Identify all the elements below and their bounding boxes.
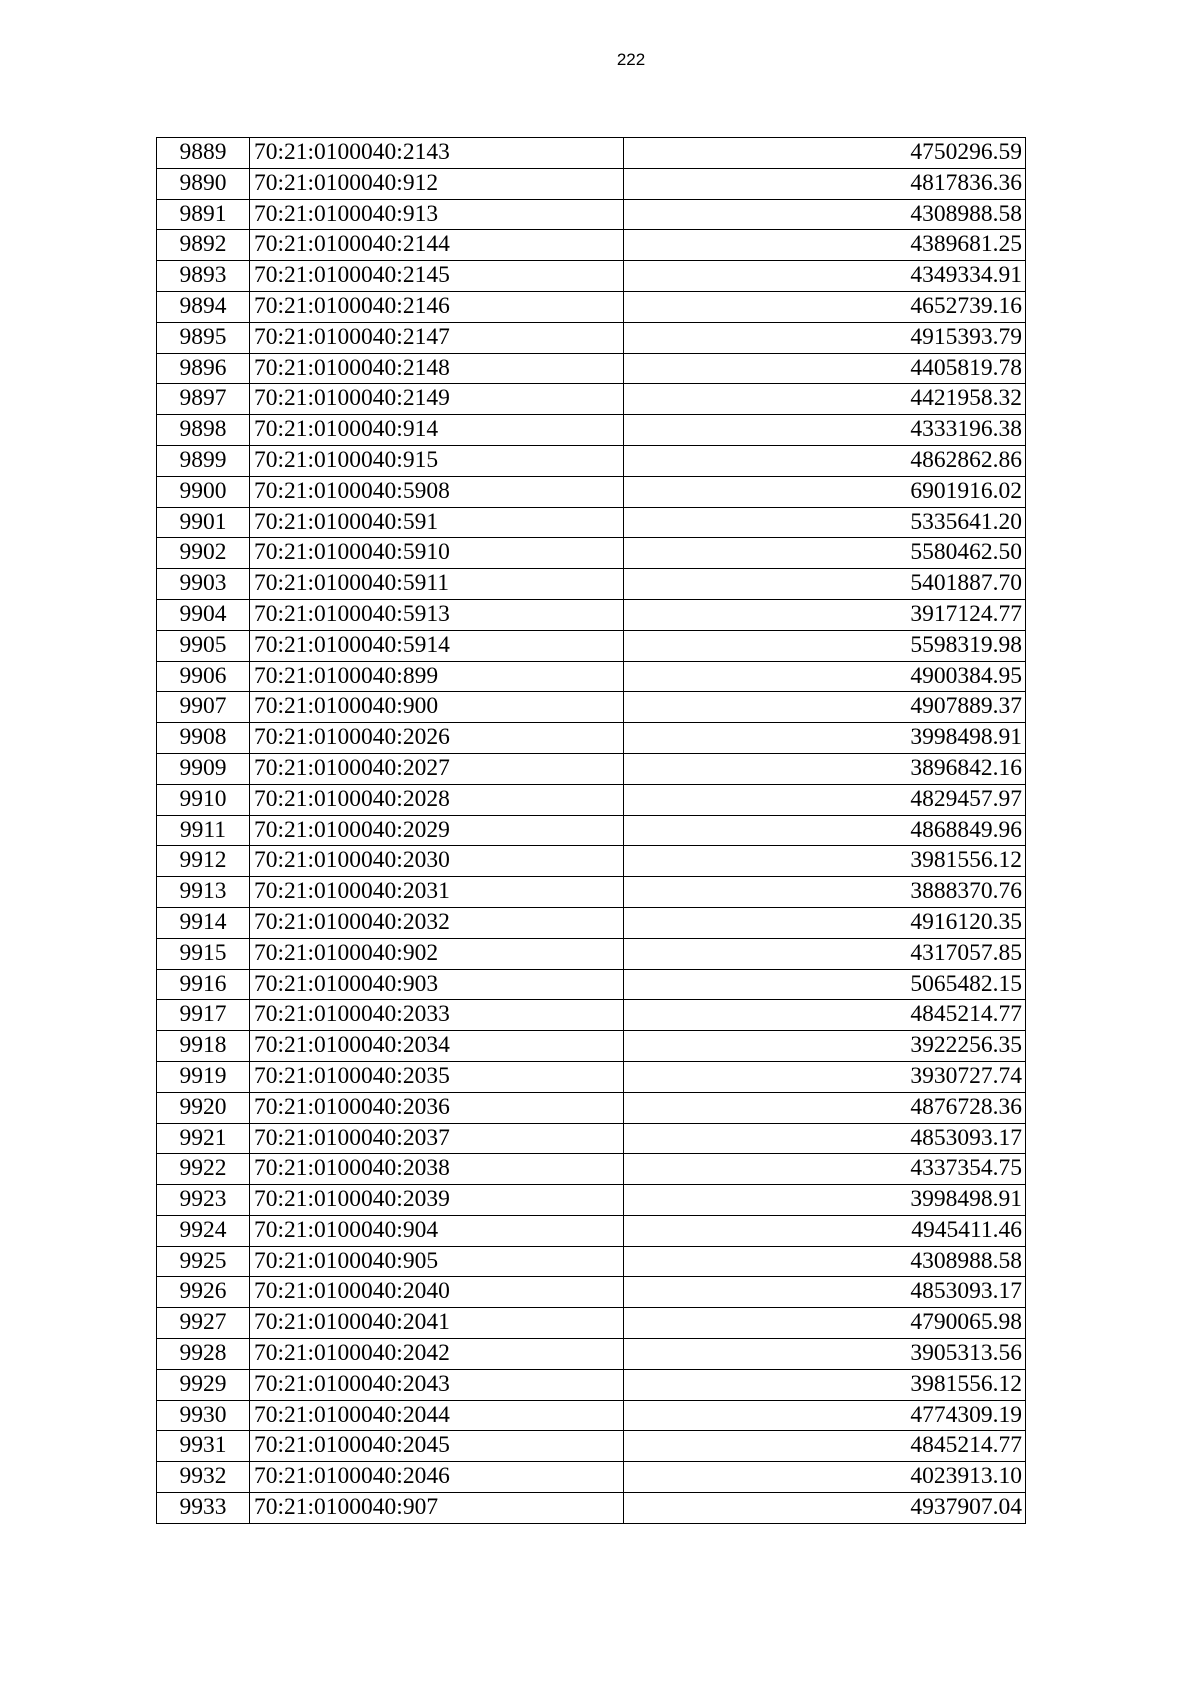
cadastral-number-cell: 70:21:0100040:2045 xyxy=(250,1431,624,1462)
cadastral-number-cell: 70:21:0100040:2028 xyxy=(250,784,624,815)
table-row xyxy=(157,507,1026,538)
row-number-cell: 9924 xyxy=(157,1215,250,1246)
cadastral-value-cell: 4876728.36 xyxy=(624,1092,1026,1123)
cadastral-number-cell: 70:21:0100040:5913 xyxy=(250,599,624,630)
cadastral-number-cell: 70:21:0100040:5911 xyxy=(250,569,624,600)
cadastral-value-cell: 4337354.75 xyxy=(624,1154,1026,1185)
cadastral-number-cell: 70:21:0100040:591 xyxy=(250,507,624,538)
row-number-cell: 9894 xyxy=(157,291,250,322)
cadastral-number-cell: 70:21:0100040:914 xyxy=(250,415,624,446)
table-row xyxy=(157,1092,1026,1123)
row-number-cell: 9907 xyxy=(157,692,250,723)
cadastral-value-cell: 4907889.37 xyxy=(624,692,1026,723)
cadastral-number-cell: 70:21:0100040:2026 xyxy=(250,723,624,754)
table-row xyxy=(157,322,1026,353)
table-row xyxy=(157,230,1026,261)
cadastral-value-cell: 4317057.85 xyxy=(624,938,1026,969)
cadastral-number-cell: 70:21:0100040:2038 xyxy=(250,1154,624,1185)
cadastral-value-cell: 4862862.86 xyxy=(624,445,1026,476)
cadastral-value-cell: 4937907.04 xyxy=(624,1493,1026,1524)
row-number-cell: 9911 xyxy=(157,815,250,846)
table-row xyxy=(157,138,1026,169)
cadastral-number-cell: 70:21:0100040:2034 xyxy=(250,1031,624,1062)
table-row xyxy=(157,599,1026,630)
row-number-cell: 9922 xyxy=(157,1154,250,1185)
cadastral-value-cell: 4308988.58 xyxy=(624,1246,1026,1277)
cadastral-value-cell: 4405819.78 xyxy=(624,353,1026,384)
table-row xyxy=(157,168,1026,199)
row-number-cell: 9899 xyxy=(157,445,250,476)
cadastral-value-cell: 4845214.77 xyxy=(624,1431,1026,1462)
row-number-cell: 9890 xyxy=(157,168,250,199)
row-number-cell: 9908 xyxy=(157,723,250,754)
cadastral-number-cell: 70:21:0100040:899 xyxy=(250,661,624,692)
table-row xyxy=(157,1493,1026,1524)
row-number-cell: 9906 xyxy=(157,661,250,692)
cadastral-number-cell: 70:21:0100040:902 xyxy=(250,938,624,969)
table-row xyxy=(157,261,1026,292)
cadastral-number-cell: 70:21:0100040:2027 xyxy=(250,753,624,784)
row-number-cell: 9933 xyxy=(157,1493,250,1524)
table-body xyxy=(157,138,1026,1524)
table-row xyxy=(157,1308,1026,1339)
row-number-cell: 9904 xyxy=(157,599,250,630)
row-number-cell: 9928 xyxy=(157,1339,250,1370)
cadastral-number-cell: 70:21:0100040:2032 xyxy=(250,907,624,938)
cadastral-number-cell: 70:21:0100040:2030 xyxy=(250,846,624,877)
row-number-cell: 9898 xyxy=(157,415,250,446)
table-row xyxy=(157,907,1026,938)
cadastral-value-cell: 4308988.58 xyxy=(624,199,1026,230)
cadastral-number-cell: 70:21:0100040:2046 xyxy=(250,1462,624,1493)
table-row xyxy=(157,938,1026,969)
table-row xyxy=(157,784,1026,815)
cadastral-value-table xyxy=(156,137,1026,1524)
cadastral-value-cell: 4945411.46 xyxy=(624,1215,1026,1246)
table-row xyxy=(157,1246,1026,1277)
row-number-cell: 9925 xyxy=(157,1246,250,1277)
table-row xyxy=(157,661,1026,692)
cadastral-value-cell: 4868849.96 xyxy=(624,815,1026,846)
row-number-cell: 9910 xyxy=(157,784,250,815)
row-number-cell: 9889 xyxy=(157,138,250,169)
cadastral-value-cell: 4853093.17 xyxy=(624,1277,1026,1308)
cadastral-number-cell: 70:21:0100040:2033 xyxy=(250,1000,624,1031)
table-row xyxy=(157,1369,1026,1400)
table-row xyxy=(157,384,1026,415)
table-row xyxy=(157,476,1026,507)
row-number-cell: 9932 xyxy=(157,1462,250,1493)
row-number-cell: 9931 xyxy=(157,1431,250,1462)
row-number-cell: 9914 xyxy=(157,907,250,938)
cadastral-value-cell: 4817836.36 xyxy=(624,168,1026,199)
cadastral-value-cell: 4389681.25 xyxy=(624,230,1026,261)
row-number-cell: 9900 xyxy=(157,476,250,507)
table-row xyxy=(157,353,1026,384)
row-number-cell: 9902 xyxy=(157,538,250,569)
table-row xyxy=(157,846,1026,877)
row-number-cell: 9905 xyxy=(157,630,250,661)
cadastral-value-cell: 4790065.98 xyxy=(624,1308,1026,1339)
cadastral-value-cell: 3905313.56 xyxy=(624,1339,1026,1370)
cadastral-value-cell: 3888370.76 xyxy=(624,877,1026,908)
cadastral-value-cell: 3981556.12 xyxy=(624,846,1026,877)
table-row xyxy=(157,1339,1026,1370)
table-row xyxy=(157,1277,1026,1308)
cadastral-number-cell: 70:21:0100040:5910 xyxy=(250,538,624,569)
cadastral-number-cell: 70:21:0100040:2145 xyxy=(250,261,624,292)
cadastral-number-cell: 70:21:0100040:5908 xyxy=(250,476,624,507)
cadastral-value-cell: 3930727.74 xyxy=(624,1061,1026,1092)
cadastral-value-cell: 3998498.91 xyxy=(624,1185,1026,1216)
cadastral-number-cell: 70:21:0100040:905 xyxy=(250,1246,624,1277)
cadastral-number-cell: 70:21:0100040:2035 xyxy=(250,1061,624,1092)
row-number-cell: 9927 xyxy=(157,1308,250,1339)
table-row xyxy=(157,1215,1026,1246)
cadastral-number-cell: 70:21:0100040:2040 xyxy=(250,1277,624,1308)
row-number-cell: 9896 xyxy=(157,353,250,384)
row-number-cell: 9919 xyxy=(157,1061,250,1092)
cadastral-number-cell: 70:21:0100040:2143 xyxy=(250,138,624,169)
table-row xyxy=(157,692,1026,723)
row-number-cell: 9915 xyxy=(157,938,250,969)
row-number-cell: 9895 xyxy=(157,322,250,353)
cadastral-value-cell: 4916120.35 xyxy=(624,907,1026,938)
table-row xyxy=(157,291,1026,322)
cadastral-number-cell: 70:21:0100040:904 xyxy=(250,1215,624,1246)
table-row xyxy=(157,723,1026,754)
row-number-cell: 9917 xyxy=(157,1000,250,1031)
cadastral-value-cell: 5598319.98 xyxy=(624,630,1026,661)
cadastral-number-cell: 70:21:0100040:2029 xyxy=(250,815,624,846)
row-number-cell: 9912 xyxy=(157,846,250,877)
cadastral-number-cell: 70:21:0100040:2042 xyxy=(250,1339,624,1370)
page-number: 222 xyxy=(616,50,646,69)
cadastral-value-cell: 3998498.91 xyxy=(624,723,1026,754)
table-row xyxy=(157,1031,1026,1062)
row-number-cell: 9909 xyxy=(157,753,250,784)
cadastral-value-cell: 4853093.17 xyxy=(624,1123,1026,1154)
row-number-cell: 9916 xyxy=(157,969,250,1000)
cadastral-number-cell: 70:21:0100040:2041 xyxy=(250,1308,624,1339)
cadastral-value-cell: 4421958.32 xyxy=(624,384,1026,415)
cadastral-value-cell: 3896842.16 xyxy=(624,753,1026,784)
cadastral-value-cell: 4349334.91 xyxy=(624,261,1026,292)
cadastral-value-cell: 3981556.12 xyxy=(624,1369,1026,1400)
cadastral-number-cell: 70:21:0100040:2036 xyxy=(250,1092,624,1123)
row-number-cell: 9926 xyxy=(157,1277,250,1308)
table-row xyxy=(157,1431,1026,1462)
cadastral-number-cell: 70:21:0100040:2149 xyxy=(250,384,624,415)
table-row xyxy=(157,538,1026,569)
cadastral-value-cell: 5580462.50 xyxy=(624,538,1026,569)
cadastral-number-cell: 70:21:0100040:913 xyxy=(250,199,624,230)
cadastral-number-cell: 70:21:0100040:2039 xyxy=(250,1185,624,1216)
table-row xyxy=(157,569,1026,600)
cadastral-value-cell: 3922256.35 xyxy=(624,1031,1026,1062)
cadastral-value-cell: 4750296.59 xyxy=(624,138,1026,169)
table-row xyxy=(157,1061,1026,1092)
cadastral-value-cell: 6901916.02 xyxy=(624,476,1026,507)
table-row xyxy=(157,199,1026,230)
cadastral-number-cell: 70:21:0100040:912 xyxy=(250,168,624,199)
table-row xyxy=(157,1400,1026,1431)
cadastral-number-cell: 70:21:0100040:903 xyxy=(250,969,624,1000)
cadastral-value-cell: 4652739.16 xyxy=(624,291,1026,322)
cadastral-number-cell: 70:21:0100040:2147 xyxy=(250,322,624,353)
row-number-cell: 9892 xyxy=(157,230,250,261)
row-number-cell: 9903 xyxy=(157,569,250,600)
table-row xyxy=(157,753,1026,784)
cadastral-number-cell: 70:21:0100040:900 xyxy=(250,692,624,723)
row-number-cell: 9918 xyxy=(157,1031,250,1062)
cadastral-number-cell: 70:21:0100040:907 xyxy=(250,1493,624,1524)
table-row xyxy=(157,1000,1026,1031)
row-number-cell: 9923 xyxy=(157,1185,250,1216)
table-row xyxy=(157,1154,1026,1185)
row-number-cell: 9893 xyxy=(157,261,250,292)
cadastral-value-cell: 4023913.10 xyxy=(624,1462,1026,1493)
cadastral-number-cell: 70:21:0100040:2031 xyxy=(250,877,624,908)
cadastral-value-cell: 3917124.77 xyxy=(624,599,1026,630)
cadastral-value-cell: 5065482.15 xyxy=(624,969,1026,1000)
row-number-cell: 9921 xyxy=(157,1123,250,1154)
cadastral-value-cell: 4333196.38 xyxy=(624,415,1026,446)
row-number-cell: 9930 xyxy=(157,1400,250,1431)
table-row xyxy=(157,877,1026,908)
cadastral-value-cell: 4900384.95 xyxy=(624,661,1026,692)
cadastral-value-cell: 5401887.70 xyxy=(624,569,1026,600)
cadastral-number-cell: 70:21:0100040:915 xyxy=(250,445,624,476)
cadastral-value-cell: 4774309.19 xyxy=(624,1400,1026,1431)
cadastral-number-cell: 70:21:0100040:2146 xyxy=(250,291,624,322)
table-row xyxy=(157,969,1026,1000)
cadastral-number-cell: 70:21:0100040:5914 xyxy=(250,630,624,661)
cadastral-value-cell: 4845214.77 xyxy=(624,1000,1026,1031)
table-row xyxy=(157,415,1026,446)
row-number-cell: 9920 xyxy=(157,1092,250,1123)
table-row xyxy=(157,1462,1026,1493)
table-row xyxy=(157,1185,1026,1216)
cadastral-number-cell: 70:21:0100040:2144 xyxy=(250,230,624,261)
cadastral-number-cell: 70:21:0100040:2043 xyxy=(250,1369,624,1400)
cadastral-value-cell: 4915393.79 xyxy=(624,322,1026,353)
row-number-cell: 9929 xyxy=(157,1369,250,1400)
table-row xyxy=(157,1123,1026,1154)
table-row xyxy=(157,445,1026,476)
table-row xyxy=(157,630,1026,661)
row-number-cell: 9897 xyxy=(157,384,250,415)
row-number-cell: 9901 xyxy=(157,507,250,538)
cadastral-value-cell: 4829457.97 xyxy=(624,784,1026,815)
cadastral-number-cell: 70:21:0100040:2148 xyxy=(250,353,624,384)
cadastral-number-cell: 70:21:0100040:2037 xyxy=(250,1123,624,1154)
cadastral-number-cell: 70:21:0100040:2044 xyxy=(250,1400,624,1431)
row-number-cell: 9913 xyxy=(157,877,250,908)
cadastral-value-cell: 5335641.20 xyxy=(624,507,1026,538)
table-row xyxy=(157,815,1026,846)
row-number-cell: 9891 xyxy=(157,199,250,230)
